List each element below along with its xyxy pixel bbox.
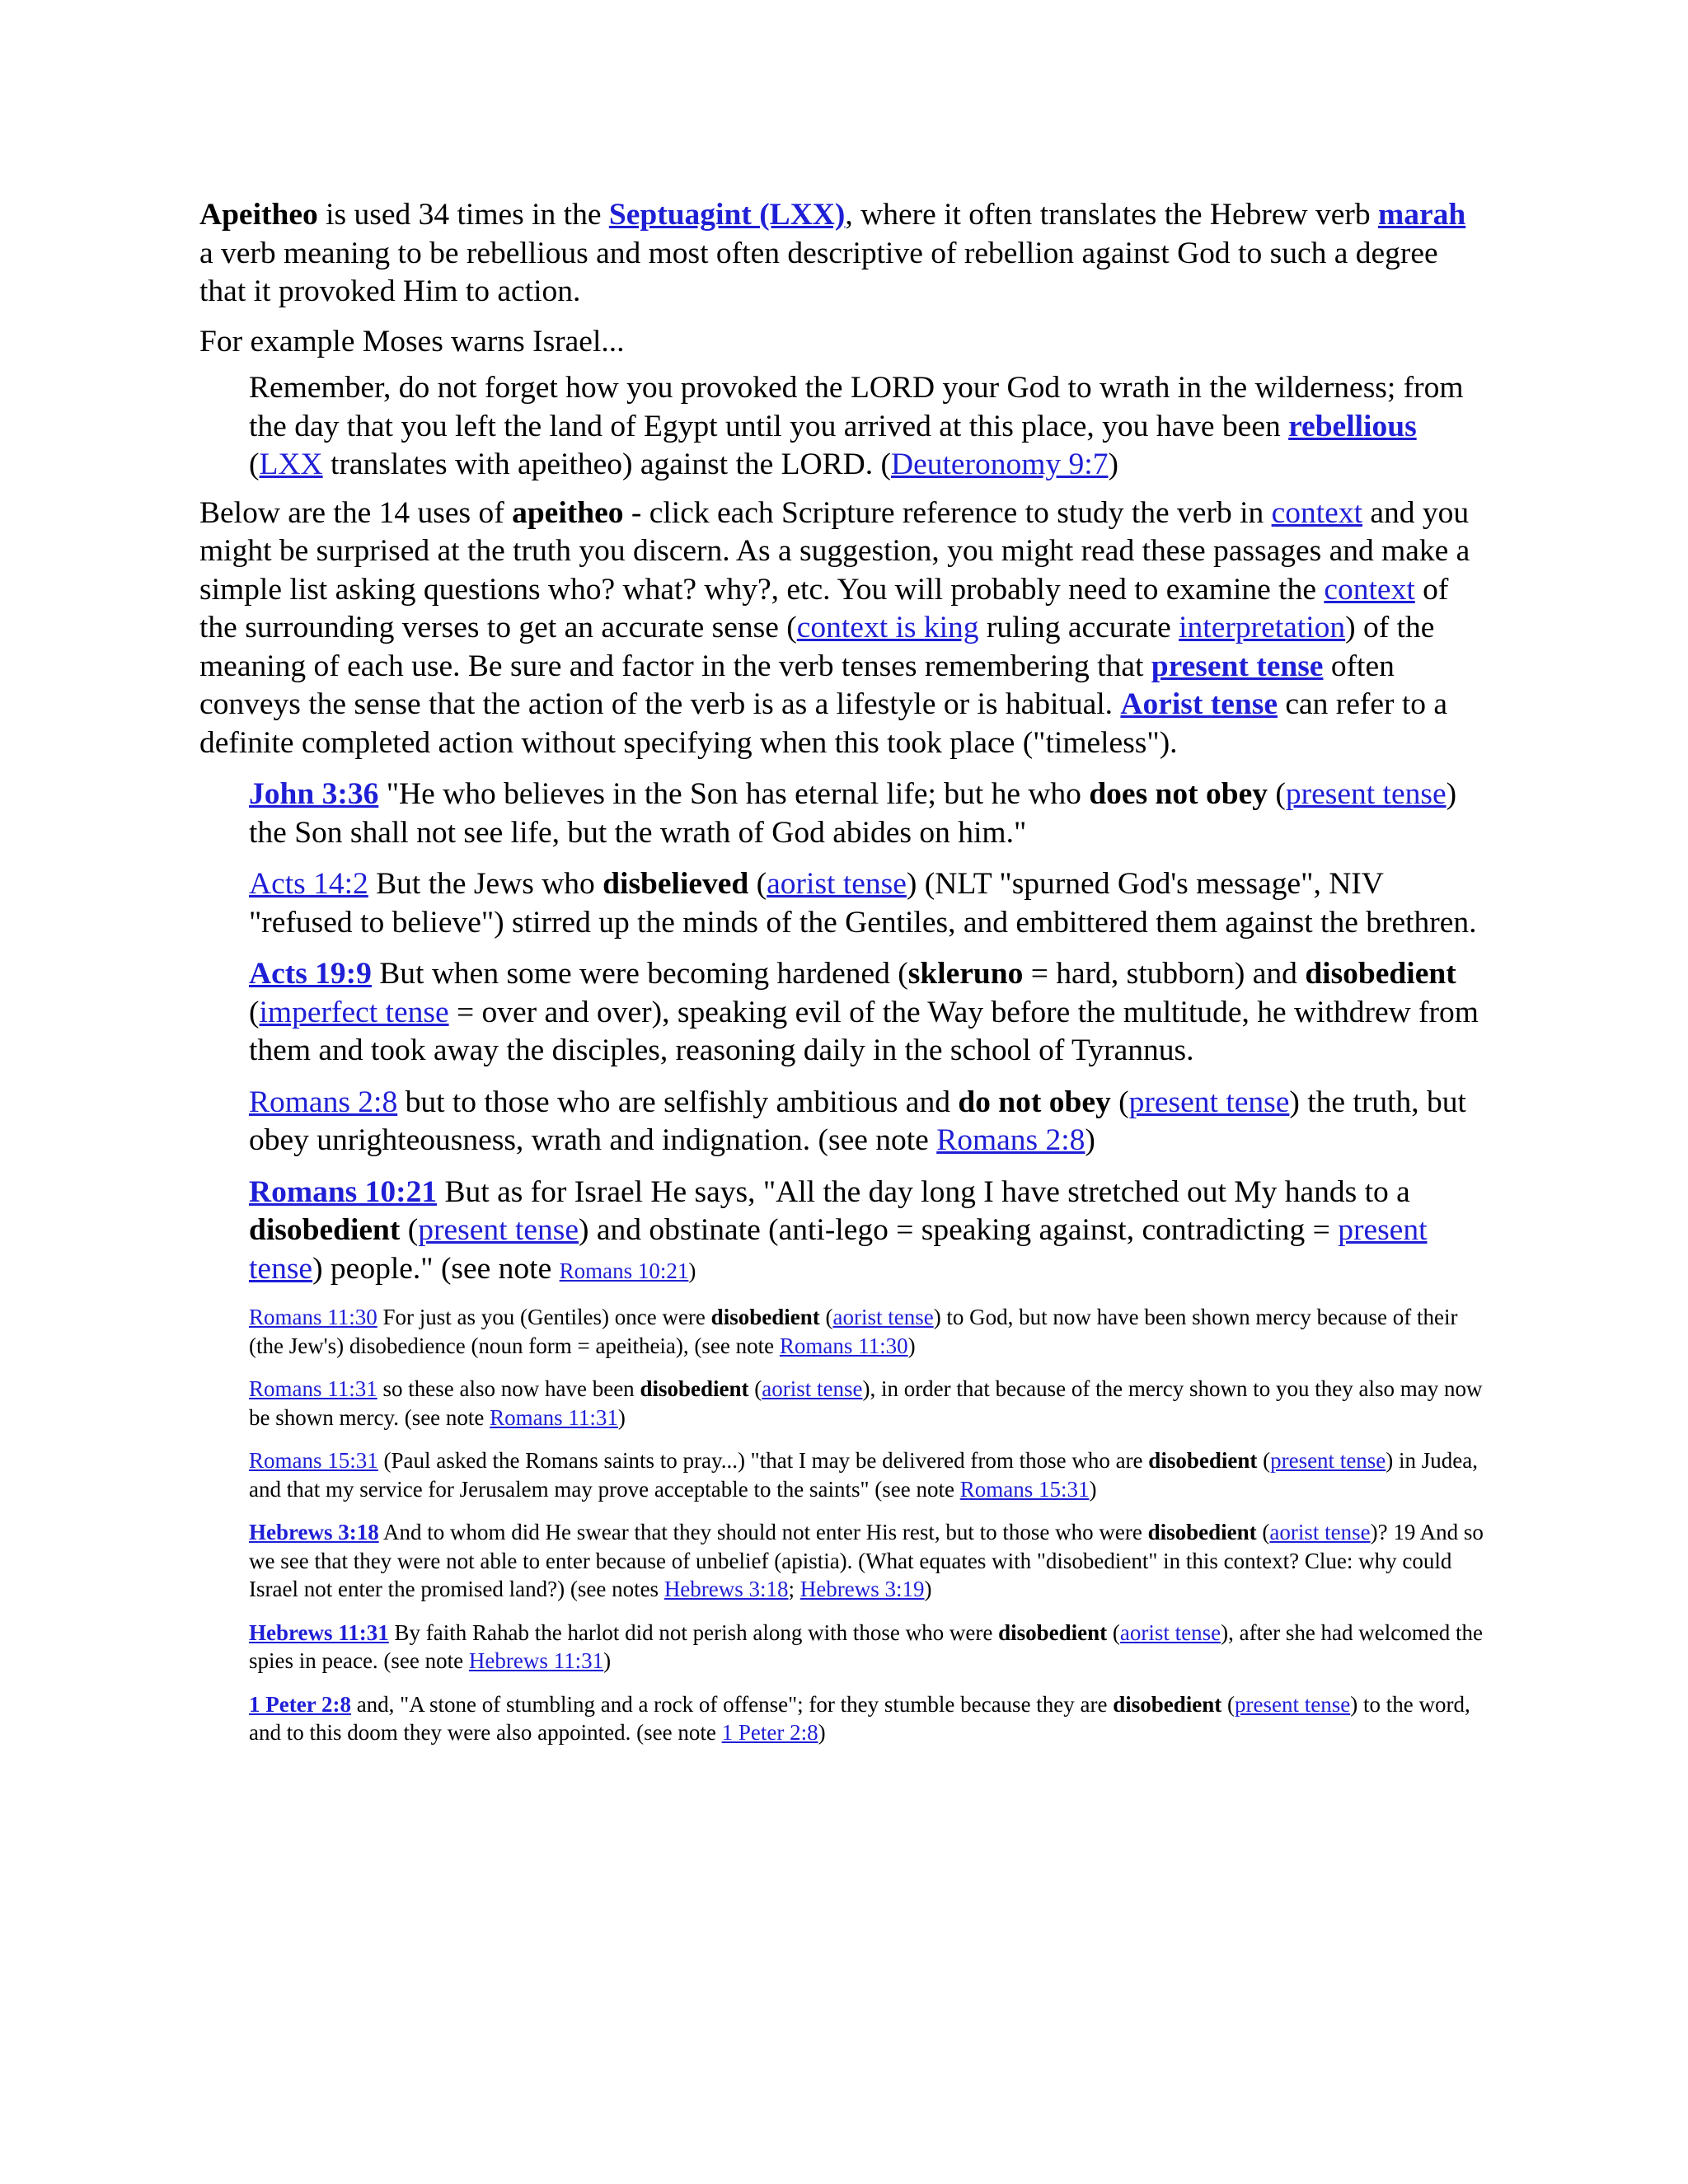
text: ) [617,1404,626,1430]
text: ( [1110,1085,1129,1119]
text: But when some were becoming hardened ( [371,957,908,991]
text: ) and obstinate (anti-lego = speaking against, contradicting = [578,1213,1339,1247]
note-link[interactable]: 1 Peter 2:8 [721,1720,818,1745]
verse-ref-link[interactable]: Romans 10:21 [249,1174,438,1209]
link-present-tense[interactable]: present tense [1270,1448,1386,1473]
text: ) [688,1258,696,1283]
verse-romans-2-8 [249,1084,1485,1160]
note-link[interactable]: Hebrews 3:18 [663,1577,789,1601]
verse-ref-link[interactable]: Acts 14:2 [249,867,368,901]
verse-ref-link[interactable]: John 3:36 [249,777,379,811]
text: ( [748,867,767,901]
text: )? 19 And so we see that they were not able to enter because of unbelief (apistia). (What equates with "disobedient" in this context? Clue: why could Israel not enter the promised land?) (see notes [249,1520,1484,1601]
term-apeitheo: Apeitheo [199,198,318,232]
text: ( [1221,1691,1236,1717]
note-link[interactable]: Romans 11:30 [779,1333,908,1358]
note-link[interactable]: Romans 11:31 [490,1404,618,1430]
text: For just as you (Gentiles) once were [377,1305,711,1329]
link-aorist-tense[interactable]: aorist tense [832,1305,934,1329]
text: and, "A stone of stumbling and a rock of offense"; for they stumble because they are [350,1691,1114,1717]
intro-paragraph [199,196,1485,312]
keyword: disobedient [1147,1520,1257,1544]
link-lxx[interactable]: LXX [259,448,323,481]
text: = hard, stubborn) and [1023,957,1306,991]
text: ) to the word, and to this doom they were also appointed. (see note [249,1691,1470,1745]
link-imperfect-tense[interactable]: imperfect tense [259,995,449,1029]
text: and you might be surprised at the truth you discern. As a suggestion, you might read these passages and make a simple list asking questions who? what? why?, etc. You will probably need to examine the [199,495,1470,607]
block-quote [249,369,1485,485]
text: , where it often translates the Hebrew verb [845,198,1378,232]
link-aorist-tense[interactable]: aorist tense [1119,1619,1221,1645]
text: But as for Israel He says, "All the day long I have stretched out My hands to a [437,1174,1410,1209]
link-interpretation[interactable]: interpretation [1179,611,1346,644]
verse-ref-link[interactable]: Hebrews 11:31 [249,1619,389,1645]
link-septuagint[interactable]: Septuagint (LXX) [608,198,846,232]
link-aorist-tense[interactable]: aorist tense [1269,1520,1371,1544]
text: ) (NLT "spurned God's message", NIV "refused to believe") stirred up the minds of the Gentiles, and embittered them against the brethren. [249,867,1477,940]
keyword: disobedient [1113,1691,1222,1717]
link-context-is-king[interactable]: context is king [796,611,979,644]
link-present-tense[interactable]: present tense [1128,1085,1290,1119]
text: ( [1257,1448,1271,1473]
text: ) [907,1333,916,1358]
uses-paragraph [199,494,1485,763]
text: often conveys the sense that the action of the verb is as a lifestyle or is habitual. [199,649,1395,721]
text: ), in order that because of the mercy shown to you they also may now be shown mercy. (see note [249,1376,1483,1430]
keyword: skleruno [907,957,1024,991]
verse-john-3-36 [249,776,1485,852]
text: ruling accurate [978,611,1179,644]
text: But the Jews who [368,867,603,901]
text: ) people." (see note [312,1251,560,1286]
keyword: does not obey [1089,777,1268,811]
keyword: do not obey [958,1085,1111,1119]
text: ) the Son shall not see life, but the wrath of God abides on him." [249,777,1457,850]
text: is used 34 times in the [317,198,609,232]
link-context[interactable]: context [1324,572,1415,607]
text: ( [748,1376,762,1401]
verse-ref-link[interactable]: Romans 11:30 [249,1305,377,1329]
text: ) of the meaning of each use. Be sure and factor in the verb tenses remembering that [199,611,1435,683]
keyword: disobedient [249,1213,401,1247]
text: can refer to a definite completed action without specifying when this took place ("timeless"). [199,687,1448,760]
text: ) the truth, but obey unrighteousness, wrath and indignation. (see note [249,1085,1466,1157]
text: ( [1107,1619,1120,1645]
text: ) to God, but now have been shown mercy because of their (the Jew's) disobedience (noun form = apeitheia), (see note [249,1305,1458,1358]
verse-ref-link[interactable]: Romans 2:8 [249,1085,398,1119]
verse-romans-11-30 [249,1303,1485,1360]
text: translates with apeitheo) against the LORD. ( [322,448,891,481]
link-aorist-tense[interactable]: aorist tense [767,867,907,901]
text: And to whom did He swear that they should not enter His rest, but to those who were [378,1520,1148,1544]
verse-acts-19-9 [249,955,1485,1071]
text: ( [400,1213,419,1247]
verse-acts-14-2 [249,865,1485,942]
note-link[interactable]: Romans 10:21 [559,1258,689,1283]
text: "He who believes in the Son has eternal life; but he who [378,777,1090,811]
link-aorist-tense[interactable]: Aorist tense [1120,687,1278,721]
link-deuteronomy-9-7[interactable]: Deuteronomy 9:7 [890,448,1109,481]
text: ) [818,1720,826,1745]
text: ; [788,1577,800,1601]
text: ) [1108,448,1118,481]
note-link[interactable]: Romans 2:8 [936,1123,1085,1157]
text: ) [603,1648,612,1673]
keyword: disobedient [1305,957,1456,991]
verse-romans-10-21 [249,1174,1485,1291]
keyword: disobedient [710,1305,820,1329]
verse-ref-link[interactable]: Acts 19:9 [249,957,372,991]
text: = over and over), speaking evil of the Way before the multitude, he withdrew from them and took away the disciples, reasoning daily in the school of Tyrannus. [249,995,1479,1067]
text: ( [249,448,260,481]
text: Below are the 14 uses of [199,495,513,530]
link-present-tense[interactable]: present tense [1235,1691,1351,1717]
text: ), after she had welcomed the spies in peace. (see note [249,1619,1483,1673]
verse-1-peter-2-8 [249,1690,1485,1747]
keyword: disobedient [1148,1448,1258,1473]
text: - click each Scripture reference to study the verb in [623,495,1272,530]
link-aorist-tense[interactable]: aorist tense [762,1376,863,1401]
keyword: disobedient [998,1619,1108,1645]
link-present-tense[interactable]: present tense [418,1213,579,1247]
text: a verb meaning to be rebellious and most often descriptive of rebellion against God to such a degree that it provoked Him to action. [199,236,1438,308]
text: ( [249,995,260,1029]
note-link[interactable]: Hebrews 3:19 [799,1577,925,1601]
link-rebellious[interactable]: rebellious [1288,409,1417,443]
text: (Paul asked the Romans saints to pray...) "that I may be delivered from those who are [377,1448,1149,1473]
verse-hebrews-3-18 [249,1518,1485,1604]
text: so these also now have been [377,1376,640,1401]
verse-romans-15-31 [249,1446,1485,1503]
verse-ref-link[interactable]: Romans 11:31 [249,1376,377,1401]
text: ) [924,1577,932,1601]
text: By faith Rahab the harlot did not perish along with those who were [388,1619,999,1645]
verse-ref-link[interactable]: Hebrews 3:18 [249,1520,379,1544]
link-context[interactable]: context [1271,495,1362,530]
link-marah[interactable]: marah [1377,198,1466,232]
term-apeitheo: apeitheo [512,495,624,530]
note-link[interactable]: Romans 15:31 [959,1476,1090,1502]
text: ( [1268,777,1286,811]
verse-ref-link[interactable]: Romans 15:31 [249,1448,378,1473]
document-content [199,196,1485,1762]
text: ) [1089,1476,1097,1502]
intro-example-line: For example Moses warns Israel... [199,324,625,359]
keyword: disbelieved [603,867,749,901]
text: ) [1085,1123,1095,1157]
text: Remember, do not forget how you provoked the LORD your God to wrath in the wilderness; from the day that you left the land of Egypt until you arrived at this place, you have been [249,371,1464,443]
link-present-tense[interactable]: present tense [1151,649,1324,683]
link-present-tense[interactable]: present tense [249,1213,1428,1286]
text: ( [819,1305,833,1329]
link-present-tense[interactable]: present tense [1285,777,1447,811]
verse-ref-link[interactable]: 1 Peter 2:8 [249,1691,351,1717]
text: ) in Judea, and that my service for Jerusalem may prove acceptable to the saints" (see note [249,1448,1479,1502]
verse-hebrews-11-31 [249,1619,1485,1675]
text: of the surrounding verses to get an accurate sense ( [199,572,1449,644]
note-link[interactable]: Hebrews 11:31 [468,1648,604,1673]
verse-romans-11-31 [249,1375,1485,1432]
text: ( [1256,1520,1270,1544]
keyword: disobedient [640,1376,749,1401]
text: but to those who are selfishly ambitious and [397,1085,959,1119]
